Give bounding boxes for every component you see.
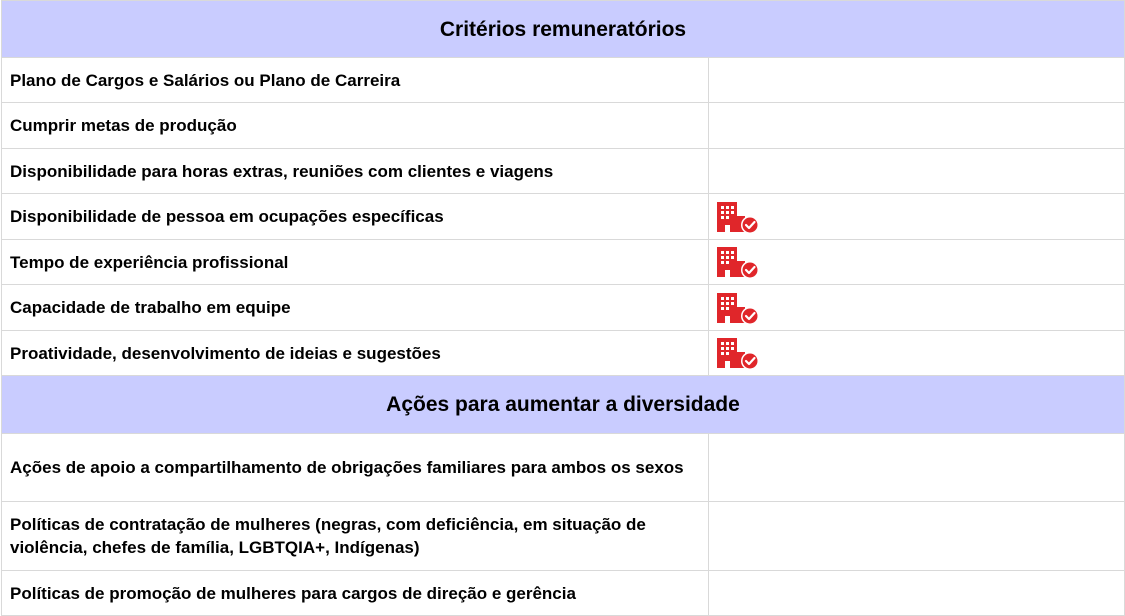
row-label: Tempo de experiência profissional: [2, 240, 709, 285]
table-row: [2, 58, 1125, 103]
table-row: [2, 103, 1125, 149]
section-title: Ações para aumentar a diversidade: [2, 376, 1125, 434]
row-label: Proatividade, desenvolvimento de ideias e sugestões: [2, 331, 709, 376]
section-title: Critérios remuneratórios: [2, 1, 1125, 58]
building-check-icon: [715, 244, 761, 280]
row-indicator-cell: [709, 434, 1125, 502]
row-indicator-cell: [709, 194, 1125, 240]
row-indicator-cell: [709, 149, 1125, 194]
table-row: [2, 571, 1125, 616]
row-label: Cumprir metas de produção: [2, 103, 709, 149]
building-check-icon: [715, 290, 761, 326]
row-indicator-cell: [709, 285, 1125, 331]
building-check-icon: [715, 335, 761, 371]
table-row: [2, 285, 1125, 331]
row-indicator-cell: [709, 58, 1125, 103]
row-label: Disponibilidade de pessoa em ocupações específicas: [2, 194, 709, 240]
row-label: Disponibilidade para horas extras, reuniões com clientes e viagens: [2, 149, 709, 194]
table-row: [2, 240, 1125, 285]
row-indicator-cell: [709, 240, 1125, 285]
table-row: [2, 194, 1125, 240]
row-indicator-cell: [709, 331, 1125, 376]
table-row: [2, 149, 1125, 194]
criteria-table: [1, 0, 1125, 616]
row-label: Políticas de contratação de mulheres (negras, com deficiência, em situação de violência, chefes de família, LGBTQIA+, Indígenas): [2, 502, 709, 571]
row-label: Políticas de promoção de mulheres para cargos de direção e gerência: [2, 571, 709, 616]
row-label: Ações de apoio a compartilhamento de obrigações familiares para ambos os sexos: [2, 434, 709, 502]
table-row: [2, 502, 1125, 571]
section-header: [2, 376, 1125, 434]
row-label: Plano de Cargos e Salários ou Plano de Carreira: [2, 58, 709, 103]
row-label: Capacidade de trabalho em equipe: [2, 285, 709, 331]
section-header: [2, 1, 1125, 58]
row-indicator-cell: [709, 502, 1125, 571]
row-indicator-cell: [709, 571, 1125, 616]
table-row: [2, 434, 1125, 502]
row-indicator-cell: [709, 103, 1125, 149]
table-row: [2, 331, 1125, 376]
building-check-icon: [715, 199, 761, 235]
